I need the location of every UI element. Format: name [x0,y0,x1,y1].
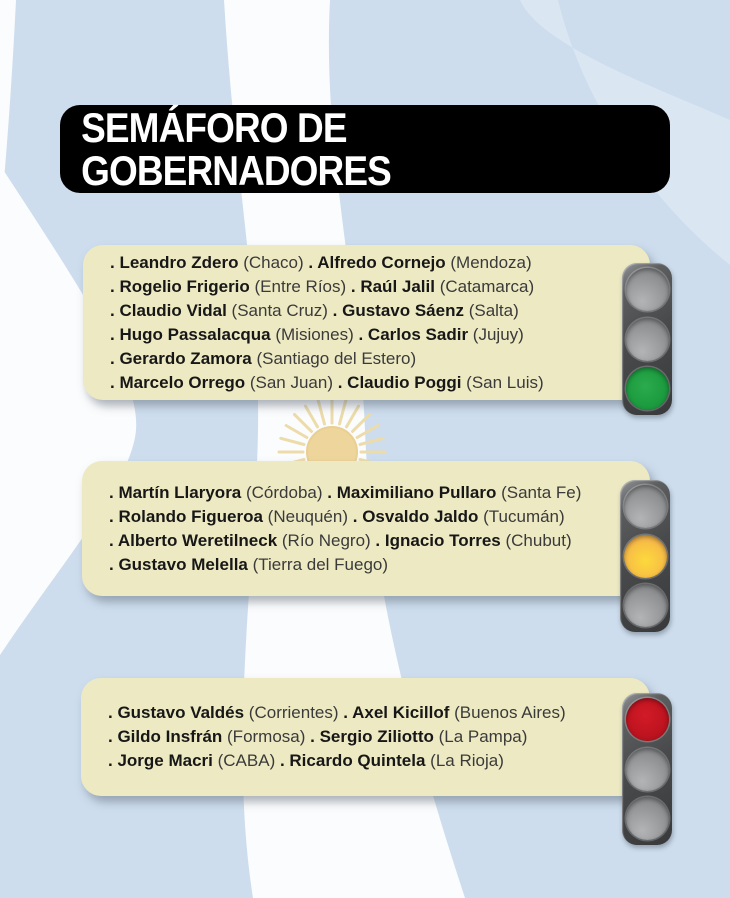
governor-name: Alfredo Cornejo [317,252,446,272]
province-name: (Mendoza) [445,252,532,272]
page-title [60,106,391,192]
bullet-dot: . [108,703,118,722]
governor-name: Claudio Poggi [347,372,462,392]
province-name: (Corrientes) [244,703,339,722]
traffic-light-icon-yellow [620,480,670,632]
governor-name: Marcelo Orrego [119,372,246,392]
bullet-dot: . [348,506,363,526]
governor-name: Jorge Macri [117,751,213,770]
bullet-dot: . [275,751,290,770]
governor-name: Hugo Passalacqua [119,324,271,344]
bullet-dot: . [110,276,120,296]
lamp-off-icon [626,318,669,361]
province-name: (Santa Fe) [496,482,582,502]
governor-name: Ricardo Quintela [289,751,426,770]
governor-list-red [108,701,634,773]
governors-panel-yellow [82,461,650,596]
governor-name: Rolando Figueroa [118,506,263,526]
lamp-off-icon [624,485,667,528]
province-name: (San Juan) [245,372,333,392]
bullet-dot: . [108,751,118,770]
governor-name: Ignacio Torres [384,530,501,550]
governor-name: Osvaldo Jaldo [362,506,479,526]
province-name: (Jujuy) [468,324,524,344]
governor-line [110,251,634,275]
governor-line [110,299,634,323]
title-line-1: SEMÁFORO DE [81,104,347,151]
province-name: (Catamarca) [434,276,535,296]
bullet-dot: . [110,348,120,368]
governor-name: Gustavo Sáenz [342,300,464,320]
governor-line [109,481,634,505]
bullet-dot: . [109,530,118,550]
governor-name: Maximiliano Pullaro [336,482,497,502]
governor-list-yellow [109,481,634,577]
bullet-dot: . [109,554,119,574]
bullet-dot: . [333,372,348,392]
governor-line [110,323,634,347]
province-name: (La Rioja) [425,751,504,770]
bullet-dot: . [338,703,353,722]
province-name: (Misiones) [270,324,354,344]
lamp-yellow-icon [624,535,667,578]
province-name: (Neuquén) [262,506,349,526]
governor-list-green [110,251,634,395]
governor-line [108,749,634,773]
governor-name: Sergio Ziliotto [319,727,434,746]
bullet-dot: . [110,300,120,320]
governor-line [110,347,634,371]
province-name: (Córdoba) [241,482,323,502]
governor-name: Gerardo Zamora [119,348,252,368]
lamp-red-icon [626,698,669,741]
governors-panel-green [83,245,650,400]
lamp-green-icon [626,367,669,410]
governor-name: Raúl Jalil [360,276,435,296]
bullet-dot: . [110,372,120,392]
province-name: (CABA) [212,751,276,770]
province-name: (La Pampa) [433,727,528,746]
governor-name: Leandro Zdero [119,252,239,272]
province-name: (Entre Ríos) [249,276,347,296]
province-name: (Río Negro) [277,530,371,550]
governor-name: Carlos Sadir [367,324,469,344]
governor-name: Rogelio Frigerio [119,276,250,296]
governors-panel-red [81,678,650,796]
title-banner [60,105,670,193]
bullet-dot: . [322,482,337,502]
bullet-dot: . [110,324,120,344]
governor-name: Martín Llaryora [118,482,242,502]
governor-name: Gustavo Valdés [117,703,245,722]
province-name: (San Luis) [461,372,544,392]
province-name: (Chubut) [500,530,572,550]
governor-line [108,725,634,749]
governor-line [109,505,634,529]
lamp-off-icon [626,748,669,791]
lamp-off-icon [624,584,667,627]
bullet-dot: . [346,276,361,296]
bullet-dot: . [109,506,119,526]
title-line-2: GOBERNADORES [81,147,391,194]
governor-line [108,701,634,725]
bullet-dot: . [327,300,343,320]
bullet-dot: . [305,727,320,746]
bullet-dot: . [108,727,118,746]
governor-line [110,275,634,299]
province-name: (Santiago del Estero) [251,348,417,368]
governor-line [109,529,634,553]
governor-name: Gustavo Melella [118,554,248,574]
governor-name: Axel Kicillof [352,703,450,722]
governor-name: Alberto Weretilneck [117,530,278,550]
province-name: (Tucumán) [478,506,565,526]
traffic-light-icon-green [622,263,672,415]
bullet-dot: . [109,482,119,502]
governor-name: Claudio Vidal [119,300,227,320]
bullet-dot: . [110,252,120,272]
province-name: (Buenos Aires) [449,703,566,722]
bullet-dot: . [370,530,385,550]
bullet-dot: . [303,252,318,272]
traffic-light-icon-red [622,693,672,845]
province-name: (Tierra del Fuego) [247,554,389,574]
province-name: (Formosa) [222,727,306,746]
lamp-off-icon [626,797,669,840]
lamp-off-icon [626,268,669,311]
province-name: (Santa Cruz) [226,300,328,320]
province-name: (Salta) [463,300,519,320]
governor-line [109,553,634,577]
governor-line [110,371,634,395]
province-name: (Chaco) [238,252,304,272]
bullet-dot: . [353,324,368,344]
governor-name: Gildo Insfrán [117,727,223,746]
